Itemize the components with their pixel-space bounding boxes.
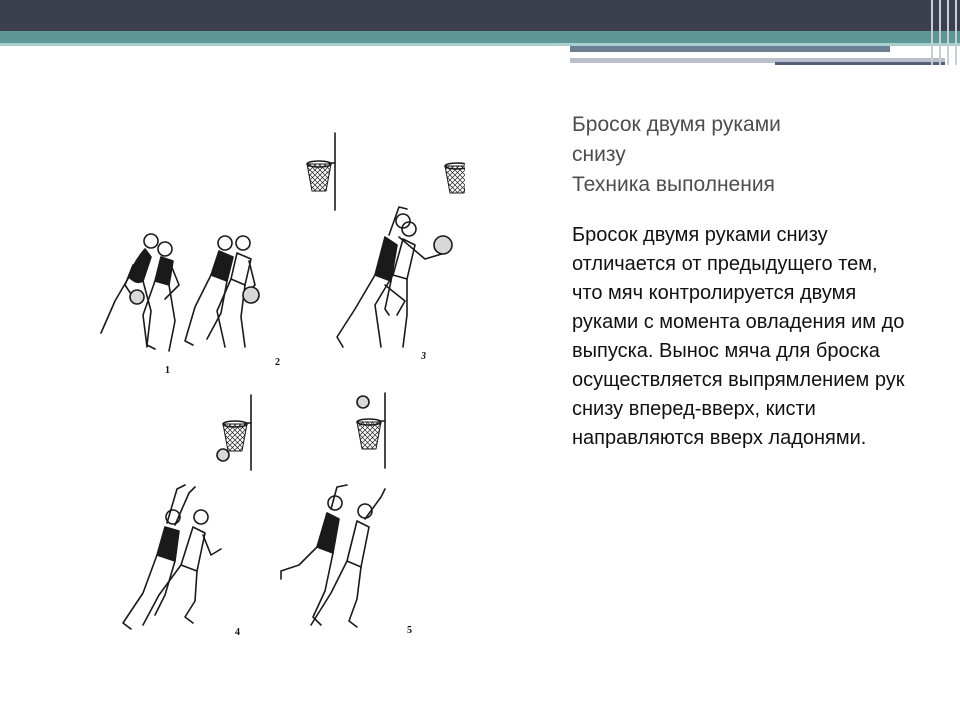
slide-title-line: Бросок двумя руками: [572, 113, 781, 136]
figure-number: 3: [421, 351, 426, 362]
figure-number: 4: [235, 627, 240, 638]
basketball-shot-illustration: [85, 125, 465, 645]
slide-title: [572, 110, 922, 200]
figure-number: 1: [165, 365, 170, 376]
slide-body-text: Бросок двумя руками снизу отличается от предыдущего тем, что мяч контролируется двумя руками с момента овладения им до выпуска. Вынос мяча для броска осуществляется выпрямлением рук снизу вперед-вверх, кисти направляются вверх ладонями.: [572, 224, 905, 449]
basket-hoop-icon: [445, 137, 465, 213]
header-dark-bar: [0, 0, 960, 31]
player-figure-1: [101, 234, 179, 351]
figure-number: 5: [407, 625, 412, 636]
header-accent-line-dark: [775, 62, 945, 65]
player-figure-4: [123, 485, 221, 629]
header-accent-line: [570, 46, 890, 52]
header-teal-bar: [0, 31, 960, 43]
slide-title-line: снизу: [572, 143, 626, 166]
figure-number: 2: [275, 357, 280, 368]
player-figure-2: [185, 236, 259, 347]
basketball-icon: [217, 449, 229, 461]
basket-hoop-icon: [307, 133, 335, 210]
player-figure-3: [337, 207, 452, 347]
slide-title-line: Техника выполнения: [572, 173, 775, 196]
basketball-icon: [357, 396, 369, 408]
player-figure-5: [281, 485, 385, 627]
corner-decoration: [928, 0, 960, 65]
